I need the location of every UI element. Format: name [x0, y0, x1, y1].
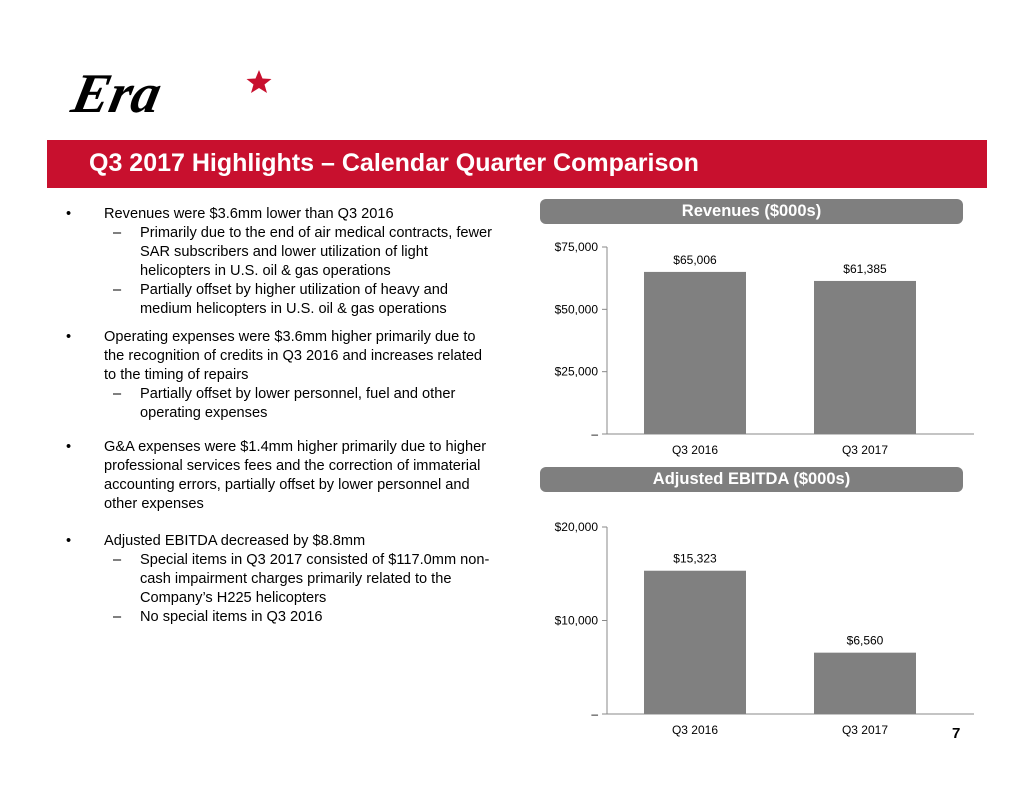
sub-bullet	[104, 281, 496, 319]
sub-bullet	[104, 385, 496, 423]
y-tick-label: $20,000	[554, 520, 598, 534]
bullet-glyph: •	[66, 206, 72, 222]
x-category-label: Q3 2017	[841, 723, 889, 737]
bullet-text: Revenues were $3.6mm lower than Q3 2016	[104, 206, 394, 222]
y-tick-label: $75,000	[554, 240, 598, 254]
bar	[644, 272, 746, 434]
ebitda-chart-title: Adjusted EBITDA ($000s)	[540, 467, 963, 492]
sub-glyph: –	[113, 386, 122, 402]
revenues-chart-title: Revenues ($000s)	[540, 199, 963, 224]
sub-glyph: –	[113, 225, 122, 241]
bar-value-label: $6,560	[846, 633, 884, 648]
bullet-revenues	[66, 205, 496, 224]
bullet-text: Operating expenses were $3.6mm higher primarily due to the recognition of credits in Q3 2016 and increases related to the timing of repairs	[104, 329, 483, 383]
logo-wordmark: Era	[66, 63, 167, 125]
sub-glyph: –	[113, 552, 122, 568]
y-tick-label: –	[591, 707, 598, 721]
bar	[814, 653, 916, 714]
bar-value-label: $15,323	[673, 551, 717, 566]
sub-bullet	[104, 608, 496, 627]
sub-bullet-text: Partially offset by higher utilization of heavy and medium helicopters in U.S. oil & gas operations	[140, 282, 449, 317]
y-tick-label: –	[591, 427, 598, 441]
x-category-label: Q3 2016	[671, 443, 719, 457]
x-category-label: Q3 2017	[841, 443, 889, 457]
sub-bullet	[104, 224, 496, 281]
bullet-glyph: •	[66, 329, 72, 345]
revenues-chart	[540, 232, 980, 460]
ebitda-chart	[540, 512, 980, 744]
highlights-list	[66, 205, 496, 627]
sub-bullet-text: Partially offset by lower personnel, fuel and other operating expenses	[140, 386, 456, 421]
y-tick-label: $25,000	[554, 364, 598, 379]
bullet-text: Adjusted EBITDA decreased by $8.8mm	[104, 533, 366, 549]
title-bar	[47, 140, 987, 188]
bullet-glyph: •	[66, 439, 72, 455]
x-category-label: Q3 2016	[671, 723, 719, 737]
sub-glyph: –	[113, 282, 122, 298]
sub-bullet	[104, 551, 496, 608]
bullet-operating-expenses	[66, 328, 496, 385]
bar	[644, 571, 746, 714]
bullet-adjusted-ebitda	[66, 532, 496, 551]
logo-star-icon	[247, 70, 272, 93]
bar	[814, 281, 916, 434]
sub-bullet-text: Special items in Q3 2017 consisted of $117.0mm non-cash impairment charges primarily related to the Company’s H225 helicopters	[140, 552, 490, 606]
bar-value-label: $65,006	[673, 252, 717, 267]
era-logo	[66, 62, 278, 125]
sub-bullet-text: Primarily due to the end of air medical contracts, fewer SAR subscribers and lower utilization of light helicopters in U.S. oil & gas operations	[140, 225, 493, 279]
bar-value-label: $61,385	[843, 261, 887, 276]
y-tick-label: $50,000	[554, 302, 598, 317]
bullet-ga-expenses	[66, 438, 496, 514]
page-number: 7	[952, 725, 961, 742]
page-title: Q3 2017 Highlights – Calendar Quarter Comparison	[89, 149, 699, 177]
sub-bullet-text: No special items in Q3 2016	[140, 609, 323, 625]
bullet-text: G&A expenses were $1.4mm higher primarily due to higher professional services fees and the correction of immaterial accounting errors, partially offset by lower personnel and other expenses	[104, 439, 487, 512]
sub-glyph: –	[113, 609, 122, 625]
bullet-glyph: •	[66, 533, 72, 549]
y-tick-label: $10,000	[554, 613, 598, 628]
